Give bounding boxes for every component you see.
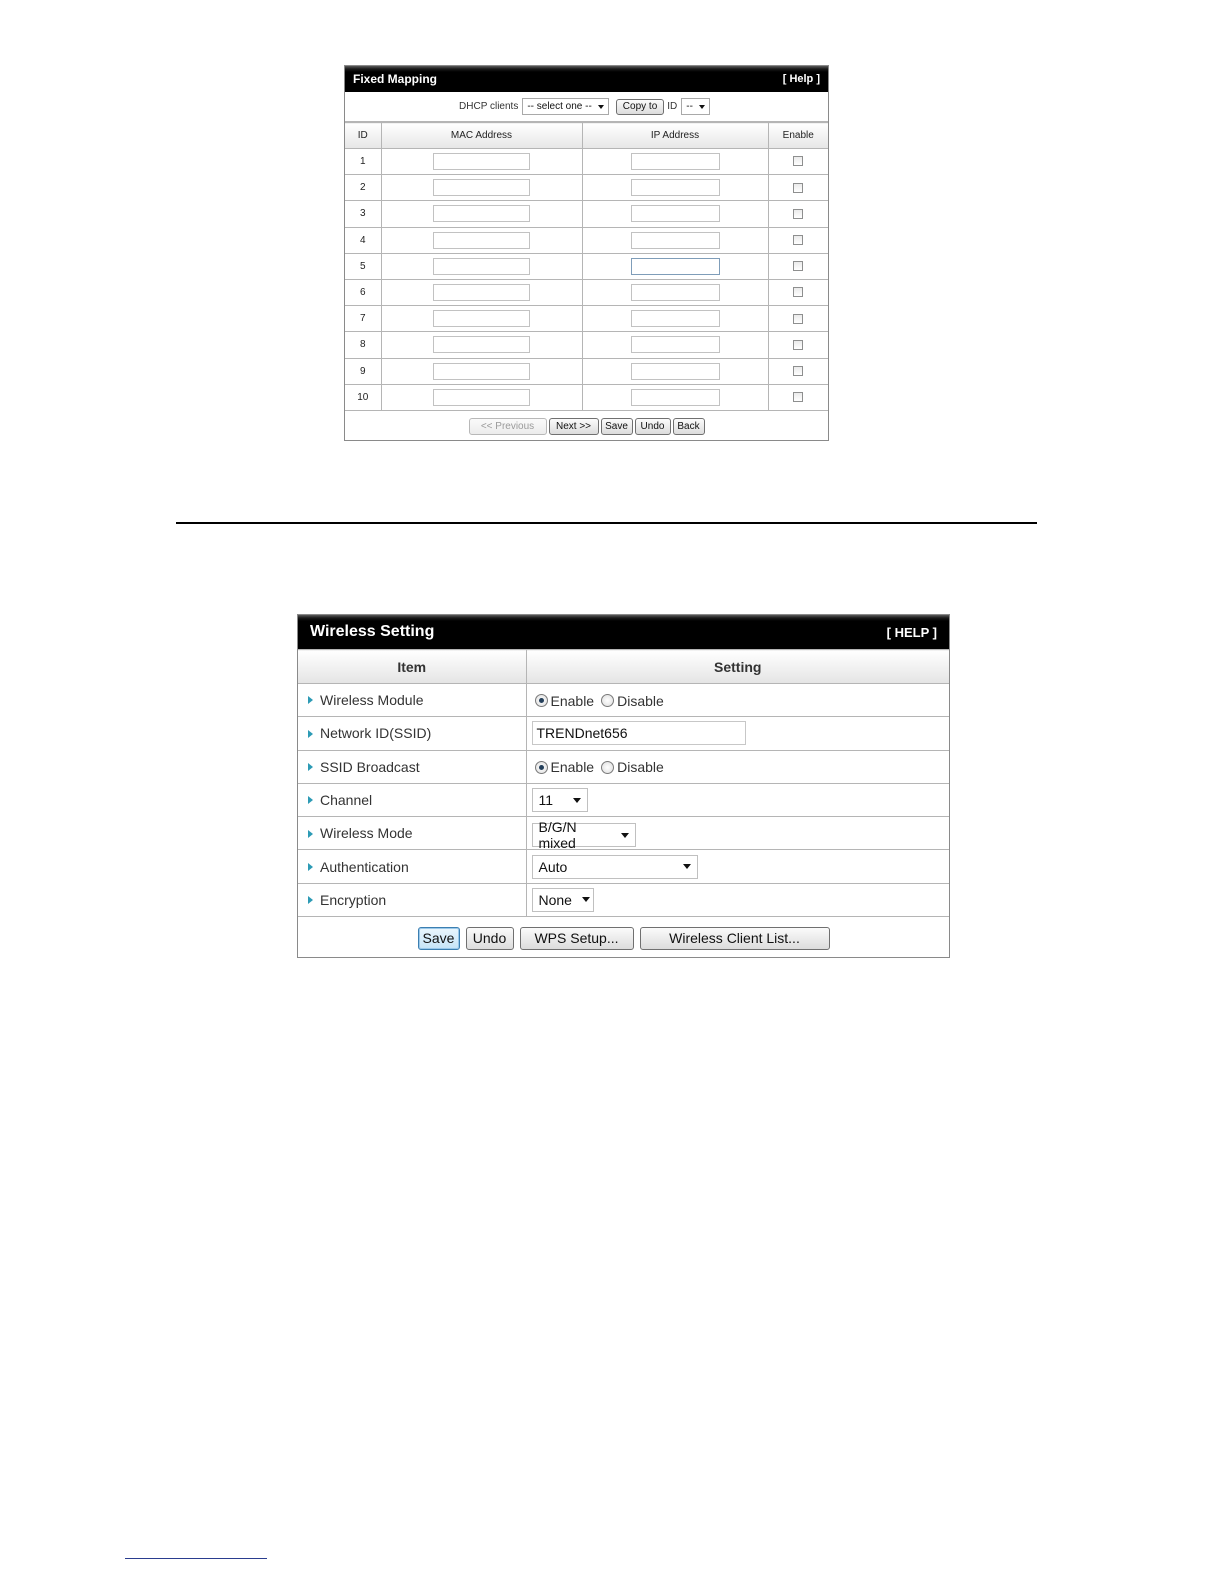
fixed-mapping-title: Fixed Mapping — [353, 72, 437, 86]
save-button[interactable]: Save — [601, 418, 633, 435]
table-row — [345, 279, 828, 305]
save-button[interactable]: Save — [418, 927, 460, 950]
row-id: 1 — [345, 149, 381, 175]
encryption-select[interactable] — [532, 888, 594, 912]
fixed-mapping-table — [345, 122, 828, 411]
ip-address-input[interactable] — [631, 258, 720, 275]
id-select[interactable] — [681, 98, 710, 115]
encryption-label: Encryption — [320, 891, 387, 908]
column-header-mac: MAC Address — [381, 123, 582, 149]
row-id: 2 — [345, 175, 381, 201]
dhcp-clients-select[interactable] — [522, 98, 608, 115]
mac-cell — [381, 149, 582, 175]
column-header-enable: Enable — [768, 123, 828, 149]
column-header-id: ID — [345, 123, 381, 149]
id-select-value: -- — [686, 101, 693, 112]
row-id: 7 — [345, 306, 381, 332]
column-header-item: Item — [298, 650, 526, 684]
dhcp-clients-label: DHCP clients — [459, 101, 519, 112]
mac-cell — [381, 332, 582, 358]
mac-address-input[interactable] — [433, 179, 530, 196]
item-cell — [298, 850, 526, 883]
ip-cell — [582, 253, 768, 279]
mac-address-input[interactable] — [433, 205, 530, 222]
chevron-down-icon — [683, 864, 691, 869]
table-row — [345, 227, 828, 253]
enable-checkbox[interactable] — [793, 183, 803, 193]
wireless-mode-select-value: B/G/N mixed — [538, 819, 577, 852]
mac-cell — [381, 175, 582, 201]
enable-checkbox[interactable] — [793, 261, 803, 271]
fixed-mapping-rows — [345, 149, 828, 411]
setting-cell — [526, 717, 949, 750]
setting-cell — [526, 817, 949, 850]
chevron-down-icon — [598, 105, 604, 109]
enable-checkbox[interactable] — [793, 366, 803, 376]
ip-cell — [582, 384, 768, 410]
mac-cell — [381, 201, 582, 227]
ssid-input[interactable]: TRENDnet656 — [532, 721, 746, 745]
wireless-module-enable-radio[interactable] — [535, 694, 548, 707]
authentication-select[interactable] — [532, 855, 698, 879]
pagination-row — [345, 411, 828, 442]
wireless-client-list-button[interactable]: Wireless Client List... — [640, 927, 830, 950]
arrow-right-icon — [308, 763, 313, 771]
mac-address-input[interactable] — [433, 336, 530, 353]
mac-cell — [381, 227, 582, 253]
mac-address-input[interactable] — [433, 310, 530, 327]
enable-checkbox[interactable] — [793, 209, 803, 219]
mac-cell — [381, 358, 582, 384]
item-cell — [298, 684, 526, 717]
ip-address-input[interactable] — [631, 310, 720, 327]
row-id: 6 — [345, 279, 381, 305]
table-row — [345, 253, 828, 279]
ip-cell — [582, 358, 768, 384]
enable-cell — [768, 279, 828, 305]
wireless-module-label: Wireless Module — [320, 692, 424, 709]
arrow-right-icon — [308, 696, 313, 704]
footnote-rule — [125, 1558, 267, 1559]
arrow-right-icon — [308, 730, 313, 738]
wireless-mode-label: Wireless Mode — [320, 825, 413, 842]
arrow-right-icon — [308, 863, 313, 871]
wireless-setting-table — [298, 649, 949, 917]
mac-address-input[interactable] — [433, 232, 530, 249]
mac-cell — [381, 279, 582, 305]
ip-cell — [582, 306, 768, 332]
ip-cell — [582, 149, 768, 175]
enable-cell — [768, 384, 828, 410]
mac-cell — [381, 253, 582, 279]
enable-cell — [768, 149, 828, 175]
wireless-module-disable-label: Disable — [617, 692, 664, 709]
section-divider — [176, 522, 1037, 524]
setting-cell — [526, 750, 949, 783]
wireless-setting-header — [298, 615, 949, 649]
item-cell — [298, 883, 526, 916]
enable-checkbox[interactable] — [793, 156, 803, 166]
wireless-setting-title: Wireless Setting — [310, 623, 435, 640]
ip-address-input[interactable] — [631, 153, 720, 170]
fixed-mapping-header — [345, 66, 828, 92]
dhcp-clients-row — [345, 92, 828, 122]
wireless-module-disable-radio[interactable] — [601, 694, 614, 707]
table-row — [298, 717, 949, 750]
ip-address-input[interactable] — [631, 363, 720, 380]
chevron-down-icon — [699, 105, 705, 109]
wps-setup-button[interactable]: WPS Setup... — [520, 927, 634, 950]
chevron-down-icon — [621, 833, 629, 838]
authentication-select-value: Auto — [538, 858, 568, 875]
table-row — [298, 850, 949, 883]
mac-address-input[interactable] — [433, 153, 530, 170]
ssid-broadcast-label: SSID Broadcast — [320, 758, 420, 775]
back-button[interactable]: Back — [673, 418, 705, 435]
item-cell — [298, 750, 526, 783]
row-id: 4 — [345, 227, 381, 253]
ip-address-input[interactable] — [631, 284, 720, 301]
enable-checkbox[interactable] — [793, 392, 803, 402]
enable-cell — [768, 227, 828, 253]
previous-button[interactable]: << Previous — [469, 418, 547, 435]
dhcp-clients-select-value: -- select one -- — [527, 101, 592, 112]
enable-cell — [768, 306, 828, 332]
wireless-module-enable-label: Enable — [550, 692, 595, 709]
ssid-broadcast-enable-label: Enable — [550, 759, 595, 776]
setting-cell — [526, 883, 949, 916]
ssid-label: Network ID(SSID) — [320, 725, 432, 742]
column-header-setting: Setting — [526, 650, 949, 684]
encryption-select-value: None — [538, 891, 572, 908]
item-cell — [298, 817, 526, 850]
table-header-row — [345, 123, 828, 149]
enable-cell — [768, 358, 828, 384]
setting-cell — [526, 783, 949, 816]
chevron-down-icon — [573, 798, 581, 803]
ip-address-input[interactable] — [631, 205, 720, 222]
authentication-label: Authentication — [320, 858, 409, 875]
ip-address-input[interactable] — [631, 389, 720, 406]
ip-address-input[interactable] — [631, 336, 720, 353]
channel-select[interactable] — [532, 788, 588, 812]
undo-button[interactable]: Undo — [466, 927, 514, 950]
row-id: 9 — [345, 358, 381, 384]
ip-address-input[interactable] — [631, 179, 720, 196]
enable-cell — [768, 201, 828, 227]
enable-checkbox[interactable] — [793, 314, 803, 324]
mac-address-input[interactable] — [433, 363, 530, 380]
enable-checkbox[interactable] — [793, 340, 803, 350]
item-cell — [298, 717, 526, 750]
id-label: ID — [667, 101, 678, 112]
table-row — [298, 883, 949, 916]
next-button[interactable]: Next >> — [549, 418, 599, 435]
enable-cell — [768, 175, 828, 201]
table-row — [298, 783, 949, 816]
ssid-broadcast-disable-radio[interactable] — [601, 761, 614, 774]
column-header-ip: IP Address — [582, 123, 768, 149]
table-row — [345, 175, 828, 201]
row-id: 8 — [345, 332, 381, 358]
setting-cell — [526, 850, 949, 883]
wireless-actions-row — [298, 917, 949, 959]
table-row — [345, 384, 828, 410]
table-row — [345, 306, 828, 332]
table-row — [298, 684, 949, 717]
row-id: 5 — [345, 253, 381, 279]
arrow-right-icon — [308, 830, 313, 838]
arrow-right-icon — [308, 796, 313, 804]
help-link[interactable]: [ HELP ] — [886, 624, 937, 640]
table-row — [345, 358, 828, 384]
channel-label: Channel — [320, 792, 373, 809]
ip-address-input[interactable] — [631, 232, 720, 249]
channel-select-value: 11 — [538, 792, 554, 809]
ssid-broadcast-enable-radio[interactable] — [535, 761, 548, 774]
enable-cell — [768, 332, 828, 358]
row-id: 10 — [345, 384, 381, 410]
fixed-mapping-panel — [344, 65, 829, 441]
row-id: 3 — [345, 201, 381, 227]
enable-checkbox[interactable] — [793, 235, 803, 245]
wireless-mode-select[interactable] — [532, 819, 636, 852]
ip-cell — [582, 279, 768, 305]
table-row — [345, 201, 828, 227]
ip-cell — [582, 332, 768, 358]
table-header-row — [298, 650, 949, 684]
ip-cell — [582, 227, 768, 253]
mac-address-input[interactable] — [433, 284, 530, 301]
ip-cell — [582, 201, 768, 227]
table-row — [298, 750, 949, 783]
mac-cell — [381, 384, 582, 410]
arrow-right-icon — [308, 896, 313, 904]
mac-cell — [381, 306, 582, 332]
item-cell — [298, 783, 526, 816]
chevron-down-icon — [582, 897, 590, 902]
setting-cell — [526, 684, 949, 717]
wireless-setting-panel — [297, 614, 950, 958]
ip-cell — [582, 175, 768, 201]
mac-address-input[interactable] — [433, 258, 530, 275]
table-row — [345, 149, 828, 175]
undo-button[interactable]: Undo — [635, 418, 671, 435]
enable-cell — [768, 253, 828, 279]
mac-address-input[interactable] — [433, 389, 530, 406]
ssid-broadcast-disable-label: Disable — [617, 759, 664, 776]
table-row — [345, 332, 828, 358]
copy-to-button[interactable]: Copy to — [616, 99, 664, 115]
table-row — [298, 817, 949, 850]
enable-checkbox[interactable] — [793, 287, 803, 297]
help-link[interactable]: [ Help ] — [782, 73, 820, 85]
